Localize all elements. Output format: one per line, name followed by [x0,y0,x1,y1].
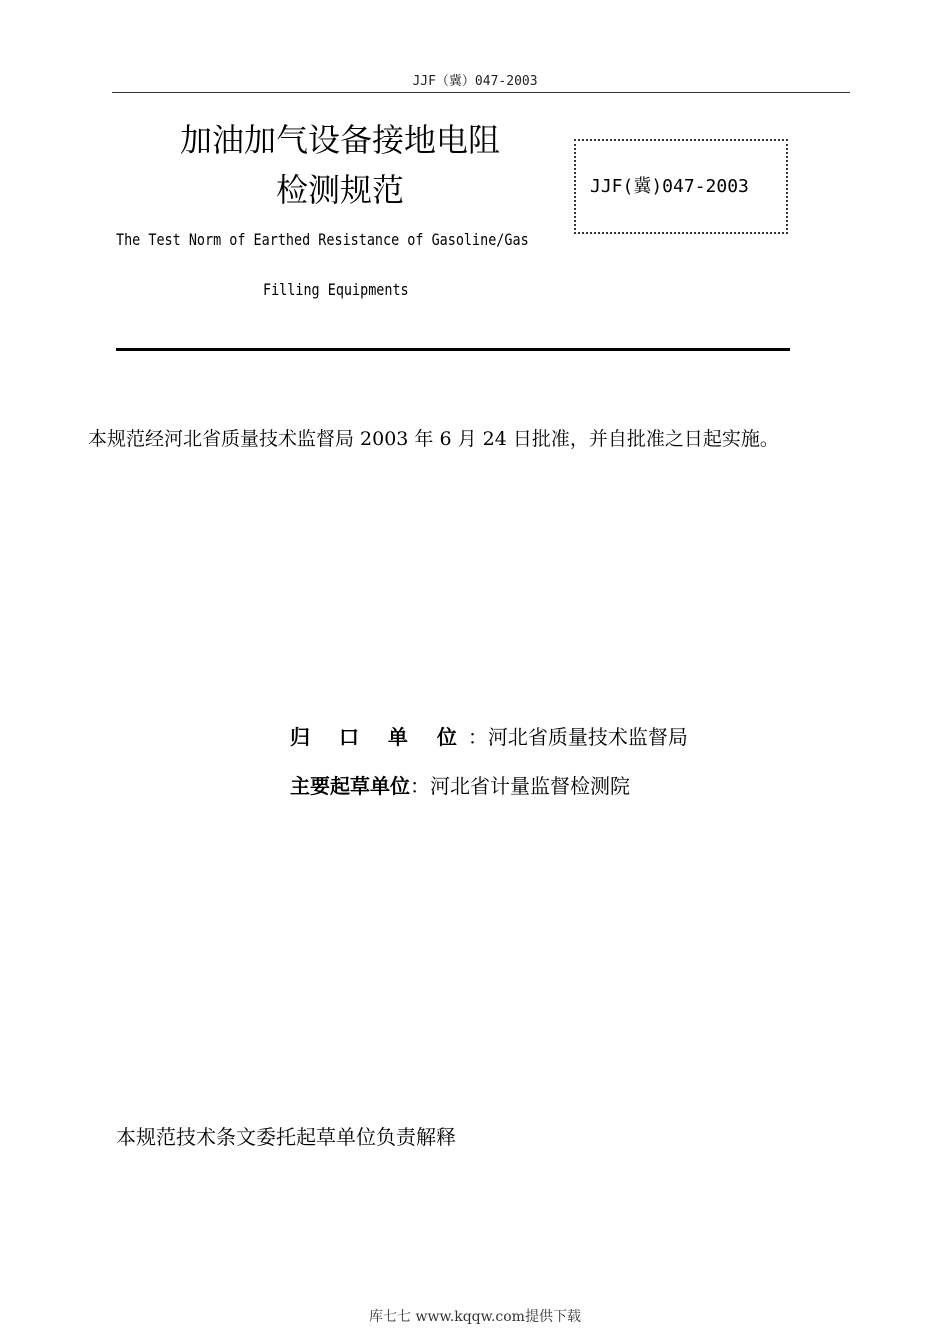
header-divider [112,92,850,93]
unit-colon: ： [467,725,488,749]
footer-download-note: 库七七 www.kqqw.com提供下载 [369,1309,581,1325]
title-cn-line2: 检测规范 [275,171,404,209]
standard-code-box-text: JJF(冀)047-2003 [590,176,749,197]
header-standard-code: JJF（冀）047-2003 [412,74,538,89]
unit-value: 河北省质量技术监督局 [487,725,688,749]
unit-row-drafting [290,771,630,801]
title-divider [116,348,790,351]
interpretation-note: 本规范技术条文委托起草单位负责解释 [116,1125,456,1149]
unit-label: 主要起草单位 [290,774,410,798]
unit-label: 归 口 单 位 [290,725,468,749]
title-en-line1: The Test Norm of Earthed Resistance of Gasoline/Gas [116,230,529,249]
unit-value: 河北省计量监督检测院 [430,774,630,798]
unit-row-responsible [290,722,688,752]
unit-colon: ： [410,774,430,798]
title-cn-line1: 加油加气设备接地电阻 [179,121,500,159]
approval-statement: 本规范经河北省质量技术监督局 2003 年 6 月 24 日批准，并自批准之日起实施。 [88,428,779,450]
title-en-line2: Filling Equipments [263,280,409,299]
